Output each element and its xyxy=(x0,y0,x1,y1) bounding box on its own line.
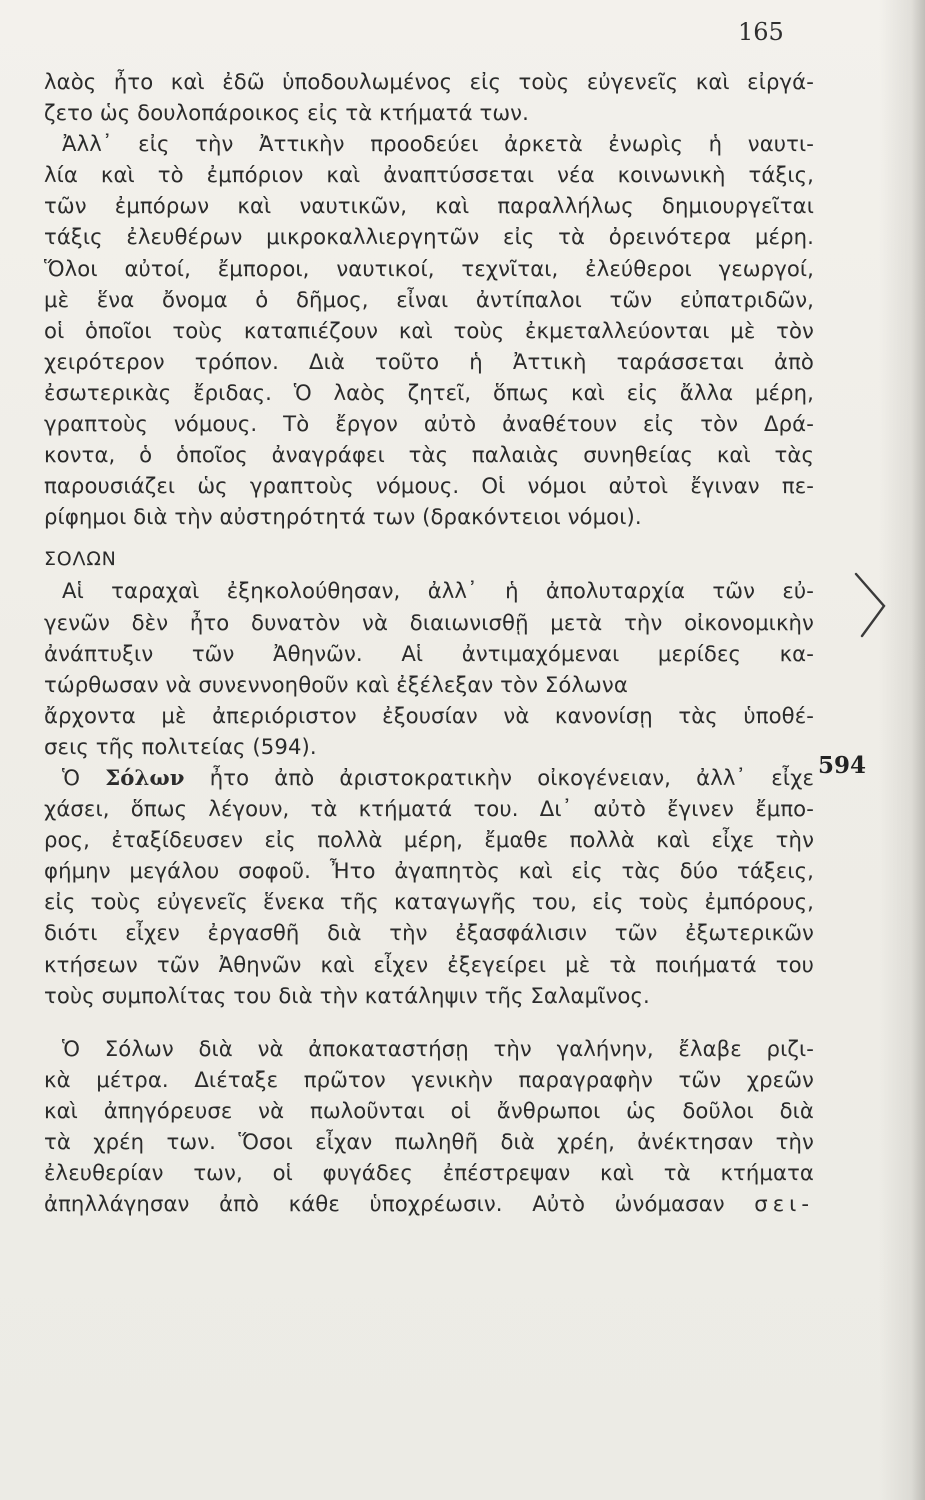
text-line: φήμην μεγάλου σοφοῦ. Ἦτο ἀγαπητὸς καὶ εἰς τὰς δύο τάξεις, xyxy=(44,858,814,884)
text-line: οἱ ὁποῖοι τοὺς καταπιέζουν καὶ τοὺς ἐκμεταλλεύονται μὲ τὸν xyxy=(44,317,814,343)
spaced-term-seisachtheia: σει- xyxy=(754,1191,814,1217)
text-line: Ὅλοι αὐτοί, ἔμποροι, ναυτικοί, τεχνῖται, ἐλεύθεροι γεωργοί, xyxy=(44,255,814,281)
text-line: ἄρχοντα μὲ ἀπεριόριστον ἐξουσίαν νὰ κανονίσῃ τὰς ὑποθέ- xyxy=(44,702,814,728)
text-line: τάξις ἐλευθέρων μικροκαλλιεργητῶν εἰς τὰ ὀρεινότερα μέρη. xyxy=(44,224,814,250)
solon-lead: Ὁ xyxy=(62,764,81,790)
margin-year-note: 594 xyxy=(818,752,867,779)
text-line: Αἱ ταραχαὶ ἐξηκολούθησαν, ἀλλ᾽ ἡ ἀπολυταρχία τῶν εὐ- xyxy=(62,578,814,604)
text-line: ἀνάπτυξιν τῶν Ἀθηνῶν. Αἱ ἀντιμαχόμεναι μερίδες κα- xyxy=(44,640,814,666)
text-line: τῶν ἐμπόρων καὶ ναυτικῶν, καὶ παραλλήλως δημιουργεῖται xyxy=(44,193,814,219)
section-heading-solon: ΣΟΛΩΝ xyxy=(44,548,117,571)
text-line: ἐσωτερικὰς ἔριδας. Ὁ λαὸς ζητεῖ, ὅπως καὶ εἰς ἄλλα μέρη, xyxy=(44,379,814,405)
text-line: εἰς τοὺς εὐγενεῖς ἕνεκα τῆς καταγωγῆς του, εἰς τοὺς ἐμπόρους, xyxy=(44,889,814,915)
text-line: Ἀλλ᾽ εἰς τὴν Ἀττικὴν προοδεύει ἀρκετὰ ἐνωρὶς ἡ ναυτι- xyxy=(62,131,814,157)
text-line: κοντα, ὁ ὁποῖος ἀναγράφει τὰς παλαιὰς συνηθείας καὶ τὰς xyxy=(44,442,814,468)
solon-name-bold: Σόλων xyxy=(105,764,185,790)
text-line: γενῶν δὲν ἦτο δυνατὸν νὰ διαιωνισθῇ μετὰ τὴν οἰκονομικὴν xyxy=(44,609,814,635)
text-line: τώρθωσαν νὰ συνεννοηθοῦν καὶ ἐξέλεξαν τὸν Σόλωνα xyxy=(44,671,628,697)
body-text xyxy=(44,66,814,1219)
text-line: γραπτοὺς νόμους. Τὸ ἔργον αὐτὸ ἀναθέτουν εἰς τὸν Δρά- xyxy=(44,411,814,437)
solon-intro-rest: ἦτο ἀπὸ ἀριστοκρατικὴν οἰκογένειαν, ἀλλ᾽ εἶχε xyxy=(209,764,814,790)
text-line: ρος, ἐταξίδευσεν εἰς πολλὰ μέρη, ἔμαθε πολλὰ καὶ εἶχε τὴν xyxy=(44,827,814,853)
text-line: ρίφημοι διὰ τὴν αὐστηρότητά των (δρακόντειοι νόμοι). xyxy=(44,504,642,530)
text-line: ζετο ὡς δουλοπάροικος εἰς τὰ κτήματά των. xyxy=(44,100,529,126)
text-line: τὰ χρέη των. Ὅσοι εἶχαν πωληθῆ διὰ χρέη, ἀνέκτησαν τὴν xyxy=(44,1129,814,1154)
text-line: κτήσεων τῶν Ἀθηνῶν καὶ εἶχεν ἐξεγείρει μὲ τὰ ποιήματά του xyxy=(44,951,814,977)
text-line: χειρότερον τρόπον. Διὰ τοῦτο ἡ Ἀττικὴ ταράσσεται ἀπὸ xyxy=(44,348,814,374)
text-line: τοὺς συμπολίτας του διὰ τὴν κατάληψιν τῆς Σαλαμῖνος. xyxy=(44,982,650,1008)
text-line: καὶ ἀπηγόρευσε νὰ πωλοῦνται οἱ ἄνθρωποι ὡς δοῦλοι διὰ xyxy=(44,1097,814,1123)
text-line-last xyxy=(44,1188,814,1219)
text-line: χάσει, ὅπως λέγουν, τὰ κτήματά του. Δι᾽ αὐτὸ ἔγινεν ἔμπο- xyxy=(44,796,814,822)
text-line: διότι εἶχεν ἐργασθῆ διὰ τὴν ἐξασφάλισιν τῶν ἐξωτερικῶν xyxy=(44,920,814,946)
text-line-solon-intro xyxy=(44,762,814,793)
text-line: ἐλευθερίαν των, οἱ φυγάδες ἐπέστρεψαν καὶ τὰ κτήματα xyxy=(44,1160,814,1186)
text-line: κὰ μέτρα. Διέταξε πρῶτον γενικὴν παραγραφὴν τῶν χρεῶν xyxy=(44,1066,814,1092)
text-fragment: ἀπηλλάγησαν ἀπὸ κάθε ὑποχρέωσιν. Αὐτὸ ὠνόμασαν xyxy=(44,1191,725,1217)
handwritten-check-mark xyxy=(850,570,894,640)
text-line: σεις τῆς πολιτείας (594). xyxy=(44,733,317,759)
text-line: λία καὶ τὸ ἐμπόριον καὶ ἀναπτύσσεται νέα κοινωνικὴ τάξις, xyxy=(44,162,814,188)
page-edge-shadow xyxy=(879,0,925,1500)
page-number: 165 xyxy=(738,18,784,46)
text-line: λαὸς ἦτο καὶ ἐδῶ ὑποδουλωμένος εἰς τοὺς εὐγενεῖς καὶ εἰργά- xyxy=(44,69,814,94)
text-line: παρουσιάζει ὡς γραπτοὺς νόμους. Οἱ νόμοι αὐτοὶ ἔγιναν πε- xyxy=(44,473,814,499)
text-line: μὲ ἕνα ὄνομα ὁ δῆμος, εἶναι ἀντίπαλοι τῶν εὐπατριδῶν, xyxy=(44,286,814,312)
text-line: Ὁ Σόλων διὰ νὰ ἀποκαταστήσῃ τὴν γαλήνην, ἔλαβε ριζι- xyxy=(62,1035,814,1061)
